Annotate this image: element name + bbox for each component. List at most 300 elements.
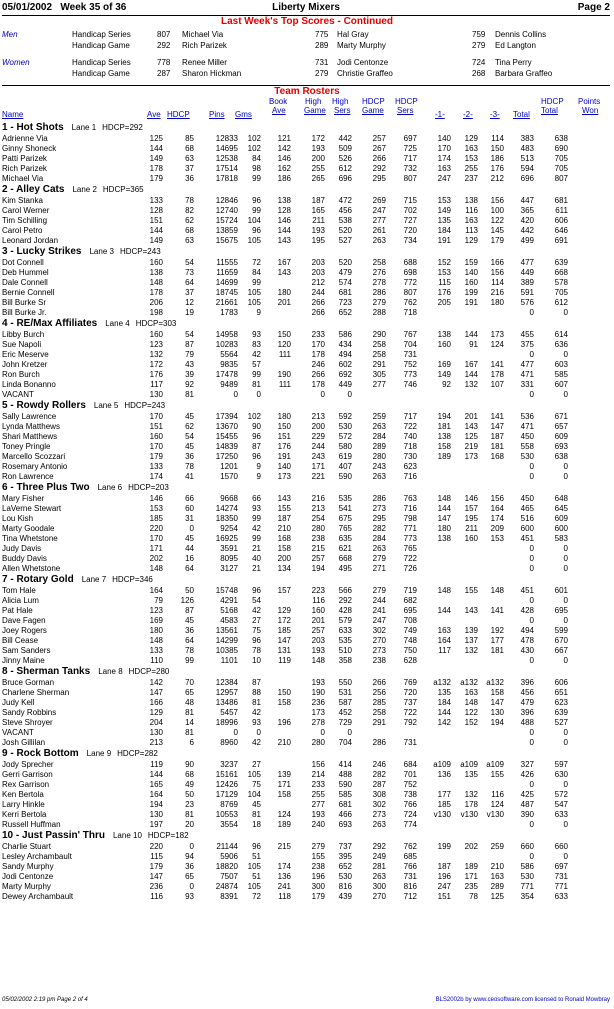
team-header: [2, 482, 610, 494]
player-stat: 244: [372, 596, 386, 605]
player-stat: 0: [563, 544, 568, 553]
player-stat: 144: [437, 504, 451, 513]
player-stat: 220: [149, 842, 163, 851]
player-row: [2, 872, 610, 882]
player-row: [2, 636, 610, 646]
player-name: Dave Fagen: [2, 616, 46, 625]
footer-print-info: 05/02/2002 2:19 pm Page 2 of 4: [2, 997, 88, 1003]
player-row: [2, 308, 610, 318]
player-stat: 0: [529, 616, 534, 625]
roster-column-headers: [2, 97, 610, 121]
player-name: Sandy Murphy: [2, 862, 54, 871]
player-stat: 14839: [215, 442, 238, 451]
player-stat: 732: [403, 164, 417, 173]
col-hdcp-total-2: Total: [541, 106, 558, 115]
player-stat: 428: [338, 606, 352, 615]
player-stat: 585: [338, 790, 352, 799]
player-name: Dewey Archambault: [2, 892, 74, 901]
player-stat: 213: [149, 738, 163, 747]
player-stat: 110: [150, 656, 163, 665]
player-stat: 692: [338, 370, 352, 379]
player-stat: 114: [491, 278, 504, 287]
player-stat: 143: [277, 236, 291, 245]
player-stat: 122: [490, 216, 504, 225]
player-stat: 287: [372, 780, 386, 789]
player-stat: 292: [372, 842, 386, 851]
player-stat: 96: [252, 432, 261, 441]
player-stat: 96: [252, 586, 261, 595]
player-stat: 202: [464, 842, 478, 851]
player-stat: 81: [185, 728, 194, 737]
player-stat: 696: [520, 174, 534, 183]
player-stat: 156: [490, 268, 504, 277]
player-stat: 81: [252, 810, 261, 819]
player-stat: 130: [149, 728, 163, 737]
player-stat: 695: [554, 606, 568, 615]
player-stat: 170: [437, 144, 451, 153]
player-stat: 211: [465, 524, 478, 533]
player-stat: 798: [403, 514, 417, 523]
player-stat: 81: [185, 390, 194, 399]
player-stat: 701: [403, 770, 417, 779]
player-stat: 166: [490, 258, 504, 267]
player-stat: 636: [554, 340, 568, 349]
player-stat: 90: [252, 422, 261, 431]
player-stat: 717: [403, 154, 417, 163]
player-stat: 452: [338, 708, 352, 717]
player-stat: 243: [311, 452, 325, 461]
player-stat: 284: [372, 432, 386, 441]
player-stat: 609: [554, 432, 568, 441]
player-stat: 0: [563, 780, 568, 789]
player-stat: 190: [277, 370, 291, 379]
player-stat: 628: [403, 656, 417, 665]
player-stat: 720: [403, 226, 417, 235]
player-stat: 236: [311, 698, 325, 707]
team-header: [2, 574, 610, 586]
player-name: Josh Gillilan: [2, 738, 46, 747]
player-stat: 178: [490, 370, 504, 379]
player-stat: 147: [490, 698, 504, 707]
player-name: Libby Burch: [2, 330, 45, 339]
player-stat: 164: [149, 790, 163, 799]
player-stat: 691: [554, 236, 568, 245]
player-stat: 291: [372, 718, 386, 727]
player-stat: 705: [554, 288, 568, 297]
player-stat: 9835: [220, 360, 238, 369]
player-stat: 0: [320, 390, 325, 399]
player-stat: 8960: [220, 738, 238, 747]
player-stat: 17129: [215, 790, 238, 799]
player-stat: 191: [437, 236, 451, 245]
player-row: [2, 842, 610, 852]
player-stat: 164: [490, 504, 504, 513]
player-stat: 121: [277, 134, 291, 143]
player-stat: 151: [437, 892, 451, 901]
player-stat: 255: [311, 790, 325, 799]
player-row: [2, 164, 610, 174]
player-name: Tim Schilling: [2, 216, 48, 225]
player-stat: 263: [372, 820, 386, 829]
player-stat: 273: [372, 810, 386, 819]
player-stat: a109: [486, 760, 504, 769]
player-stat: 167: [277, 258, 291, 267]
player-stat: 583: [554, 534, 568, 543]
player-stat: 124: [490, 800, 504, 809]
player-row: [2, 330, 610, 340]
player-stat: 261: [372, 226, 386, 235]
player-stat: 254: [311, 514, 325, 523]
player-stat: 535: [338, 636, 352, 645]
player-name: Tina Whetstone: [2, 534, 58, 543]
player-stat: 135: [437, 688, 451, 697]
player-stat: 430: [520, 646, 534, 655]
player-stat: 48: [185, 698, 194, 707]
player-name: Ron Lawrence: [2, 472, 54, 481]
player-stat: 15675: [215, 236, 238, 245]
player-stat: 277: [311, 800, 325, 809]
player-stat: 259: [490, 842, 504, 851]
player-stat: 144: [437, 606, 451, 615]
player-stat: 267: [372, 144, 386, 153]
player-row: [2, 514, 610, 524]
player-stat: 243: [372, 462, 386, 471]
player-stat: 240: [311, 820, 325, 829]
player-stat: 535: [338, 494, 352, 503]
player-stat: 5564: [220, 350, 238, 359]
player-stat: 176: [277, 442, 291, 451]
player-stat: 117: [438, 646, 451, 655]
player-stat: 209: [490, 524, 504, 533]
player-row: [2, 288, 610, 298]
player-stat: 1570: [220, 472, 238, 481]
player-stat: 107: [490, 380, 504, 389]
player-stat: 193: [311, 226, 325, 235]
player-stat: 389: [520, 278, 534, 287]
team-name: 7 - Rotary Gold: [2, 574, 74, 585]
player-stat: 660: [520, 842, 534, 851]
player-stat: 120: [277, 340, 291, 349]
player-stat: 163: [490, 872, 504, 881]
player-stat: 79: [154, 596, 163, 605]
player-stat: 200: [311, 422, 325, 431]
player-stat: 84: [252, 268, 261, 277]
player-stat: 43: [185, 360, 194, 369]
player-stat: 49: [185, 780, 194, 789]
player-stat: 99: [252, 370, 261, 379]
player-stat: 117: [150, 380, 163, 389]
player-stat: a132: [433, 678, 451, 687]
player-stat: 244: [311, 288, 325, 297]
player-name: VACANT: [2, 390, 34, 399]
player-stat: 652: [338, 308, 352, 317]
player-stat: 572: [554, 790, 568, 799]
player-stat: 177: [490, 636, 504, 645]
player-stat: 765: [403, 544, 417, 553]
player-stat: 116: [150, 892, 163, 901]
player-stat: 606: [554, 216, 568, 225]
player-stat: 213: [311, 504, 325, 513]
player-stat: 223: [311, 586, 325, 595]
player-stat: 179: [149, 862, 163, 871]
player-name: Shari Matthews: [2, 432, 58, 441]
player-stat: 141: [490, 360, 504, 369]
player-stat: 196: [277, 718, 291, 727]
player-stat: 105: [247, 882, 261, 891]
player-stat: 137: [464, 636, 478, 645]
player-stat: 263: [372, 236, 386, 245]
player-name: Leonard Jordan: [2, 236, 59, 245]
player-stat: 116: [491, 790, 504, 799]
player-stat: 153: [490, 534, 504, 543]
player-stat: 163: [464, 216, 478, 225]
player-stat: 638: [554, 452, 568, 461]
player-stat: 285: [372, 698, 386, 707]
player-stat: 63: [185, 236, 194, 245]
player-stat: 114: [491, 134, 504, 143]
player-stat: 0: [347, 728, 352, 737]
player-stat: 216: [311, 494, 325, 503]
player-stat: 270: [372, 892, 386, 901]
player-stat: 249: [372, 852, 386, 861]
player-stat: 159: [464, 258, 478, 267]
player-stat: 291: [372, 360, 386, 369]
player-stat: 211: [312, 216, 325, 225]
col-high-sers-1: High: [332, 97, 349, 106]
player-stat: 64: [185, 564, 194, 573]
player-stat: 193: [311, 810, 325, 819]
top-scores-row: Men Handicap Series 807 Michael Via 775 Hal Gray 759 Dennis Collins: [2, 30, 547, 39]
player-stat: 132: [464, 646, 478, 655]
player-stat: 144: [149, 770, 163, 779]
player-name: Adrienne Via: [2, 134, 48, 143]
player-stat: 133: [149, 196, 163, 205]
player-row: [2, 370, 610, 380]
player-stat: 286: [372, 494, 386, 503]
player-stat: 17394: [215, 412, 238, 421]
player-stat: 734: [403, 236, 417, 245]
player-stat: 178: [464, 800, 478, 809]
player-stat: 731: [403, 872, 417, 881]
player-stat: 13859: [215, 226, 238, 235]
player-stat: 138: [277, 196, 291, 205]
player-stat: 87: [252, 442, 261, 451]
player-stat: 133: [149, 462, 163, 471]
player-name: Jinny Maine: [2, 656, 45, 665]
player-name: Marty Murphy: [2, 882, 51, 891]
player-stat: 196: [311, 872, 325, 881]
top-scores-title: Last Week's Top Scores - Continued: [220, 16, 394, 27]
player-stat: 0: [529, 780, 534, 789]
player-stat: 449: [338, 380, 352, 389]
player-stat: 21661: [215, 298, 238, 307]
player-stat: 37: [185, 164, 194, 173]
player-stat: 50: [185, 586, 194, 595]
player-stat: 148: [437, 494, 451, 503]
player-stat: 147: [490, 422, 504, 431]
player-stat: 36: [185, 626, 194, 635]
player-stat: 771: [520, 882, 534, 891]
player-stat: 477: [520, 360, 534, 369]
player-stat: 157: [277, 586, 291, 595]
player-stat: 78: [185, 196, 194, 205]
player-stat: 143: [277, 268, 291, 277]
player-stat: 450: [520, 432, 534, 441]
player-name: Dot Connell: [2, 258, 44, 267]
player-stat: 125: [149, 134, 163, 143]
player-stat: 158: [277, 790, 291, 799]
team-name: 2 - Alley Cats: [2, 184, 65, 195]
player-stat: 607: [554, 380, 568, 389]
player-stat: 704: [338, 738, 352, 747]
player-stat: 148: [490, 586, 504, 595]
player-stat: 21144: [216, 842, 238, 851]
player-stat: 279: [372, 298, 386, 307]
player-stat: 667: [554, 646, 568, 655]
player-stat: 750: [403, 646, 417, 655]
player-stat: 145: [490, 226, 504, 235]
player-stat: 530: [338, 422, 352, 431]
player-name: Pat Hale: [2, 606, 33, 615]
player-stat: 238: [311, 862, 325, 871]
col-pins: Pins: [209, 110, 225, 119]
player-stat: 203: [311, 636, 325, 645]
player-stat: 256: [372, 688, 386, 697]
player-name: Carol Werner: [2, 206, 50, 215]
player-name: Gerri Garrison: [2, 770, 53, 779]
player-stat: 170: [149, 442, 163, 451]
player-stat: 122: [464, 708, 478, 717]
player-name: Rich Parizek: [2, 164, 47, 173]
player-stat: 179: [311, 892, 325, 901]
player-stat: 153: [437, 268, 451, 277]
player-stat: 609: [554, 514, 568, 523]
player-stat: 722: [403, 422, 417, 431]
player-stat: 579: [338, 616, 352, 625]
player-stat: 725: [403, 144, 417, 153]
player-stat: 752: [403, 780, 417, 789]
player-stat: 171: [277, 780, 291, 789]
player-stat: 92: [185, 380, 194, 389]
player-stat: 105: [247, 298, 261, 307]
player-stat: 247: [372, 206, 386, 215]
player-stat: 10553: [215, 810, 238, 819]
player-stat: 12384: [215, 678, 238, 687]
player-stat: 290: [372, 330, 386, 339]
player-stat: 155: [464, 586, 478, 595]
player-stat: 270: [372, 636, 386, 645]
player-stat: 247: [372, 616, 386, 625]
player-stat: 0: [563, 390, 568, 399]
player-stat: 220: [149, 524, 163, 533]
player-stat: 128: [277, 206, 291, 215]
player-stat: 85: [185, 134, 194, 143]
player-stat: 590: [338, 472, 352, 481]
player-row: [2, 586, 610, 596]
player-stat: 160: [437, 340, 451, 349]
player-stat: 280: [311, 524, 325, 533]
player-stat: 449: [520, 268, 534, 277]
player-stat: 142: [437, 718, 451, 727]
player-name: Lynda Matthews: [2, 422, 60, 431]
col-high-sers-2: Sers: [334, 106, 351, 115]
player-stat: 202: [149, 554, 163, 563]
player-stat: 451: [520, 534, 534, 543]
player-stat: 395: [338, 852, 352, 861]
player-stat: 646: [554, 226, 568, 235]
player-stat: 0: [563, 728, 568, 737]
player-stat: 155: [311, 852, 325, 861]
player-stat: 72: [252, 258, 261, 267]
player-row: [2, 236, 610, 246]
player-stat: 144: [149, 226, 163, 235]
team-header: [2, 318, 610, 330]
player-stat: 45: [185, 534, 194, 543]
player-stat: 0: [529, 554, 534, 563]
player-stat: 199: [437, 842, 451, 851]
player-stat: 0: [189, 882, 194, 891]
player-name: Patti Parizek: [2, 154, 47, 163]
player-name: Michael Via: [2, 174, 44, 183]
player-stat: 169: [149, 616, 163, 625]
player-name: Rex Garrison: [2, 780, 50, 789]
player-stat: 633: [338, 626, 352, 635]
player-stat: 185: [277, 626, 291, 635]
player-stat: 737: [403, 698, 417, 707]
player-stat: 15724: [215, 216, 238, 225]
player-stat: 176: [149, 370, 163, 379]
player-stat: 152: [464, 718, 478, 727]
player-stat: 447: [520, 196, 534, 205]
player-stat: 150: [277, 422, 291, 431]
player-name: Buddy Davis: [2, 554, 47, 563]
player-stat: 116: [312, 596, 325, 605]
player-stat: 100: [490, 206, 504, 215]
player-stat: 495: [338, 564, 352, 573]
player-stat: 123: [149, 340, 163, 349]
player-stat: 99: [252, 174, 261, 183]
player-stat: 190: [311, 688, 325, 697]
player-row: [2, 718, 610, 728]
player-stat: 150: [490, 144, 504, 153]
player-stat: 696: [338, 174, 352, 183]
player-row: [2, 452, 610, 462]
player-stat: 210: [490, 862, 504, 871]
player-name: John Kretzer: [2, 360, 48, 369]
player-stat: 105: [247, 770, 261, 779]
player-stat: 135: [464, 770, 478, 779]
player-stat: 606: [554, 678, 568, 687]
player-stat: 215: [277, 842, 291, 851]
col-hdcp-sers-1: HDCP: [395, 97, 418, 106]
player-stat: 173: [464, 452, 478, 461]
player-row: [2, 216, 610, 226]
team-hdcp: HDCP=365: [102, 185, 144, 194]
player-stat: 12: [185, 298, 194, 307]
player-stat: 668: [338, 554, 352, 563]
player-stat: 151: [277, 432, 291, 441]
player-stat: 212: [490, 174, 504, 183]
player-stat: 54: [185, 330, 194, 339]
player-stat: 93: [252, 504, 261, 513]
player-stat: 731: [554, 872, 568, 881]
player-row: [2, 174, 610, 184]
player-stat: 246: [372, 760, 386, 769]
player-stat: 136: [437, 770, 451, 779]
player-stat: 9: [256, 308, 261, 317]
report-date-week: 05/01/2002 Week 35 of 36: [2, 2, 127, 13]
player-name: Marcello Scozzari: [2, 452, 66, 461]
